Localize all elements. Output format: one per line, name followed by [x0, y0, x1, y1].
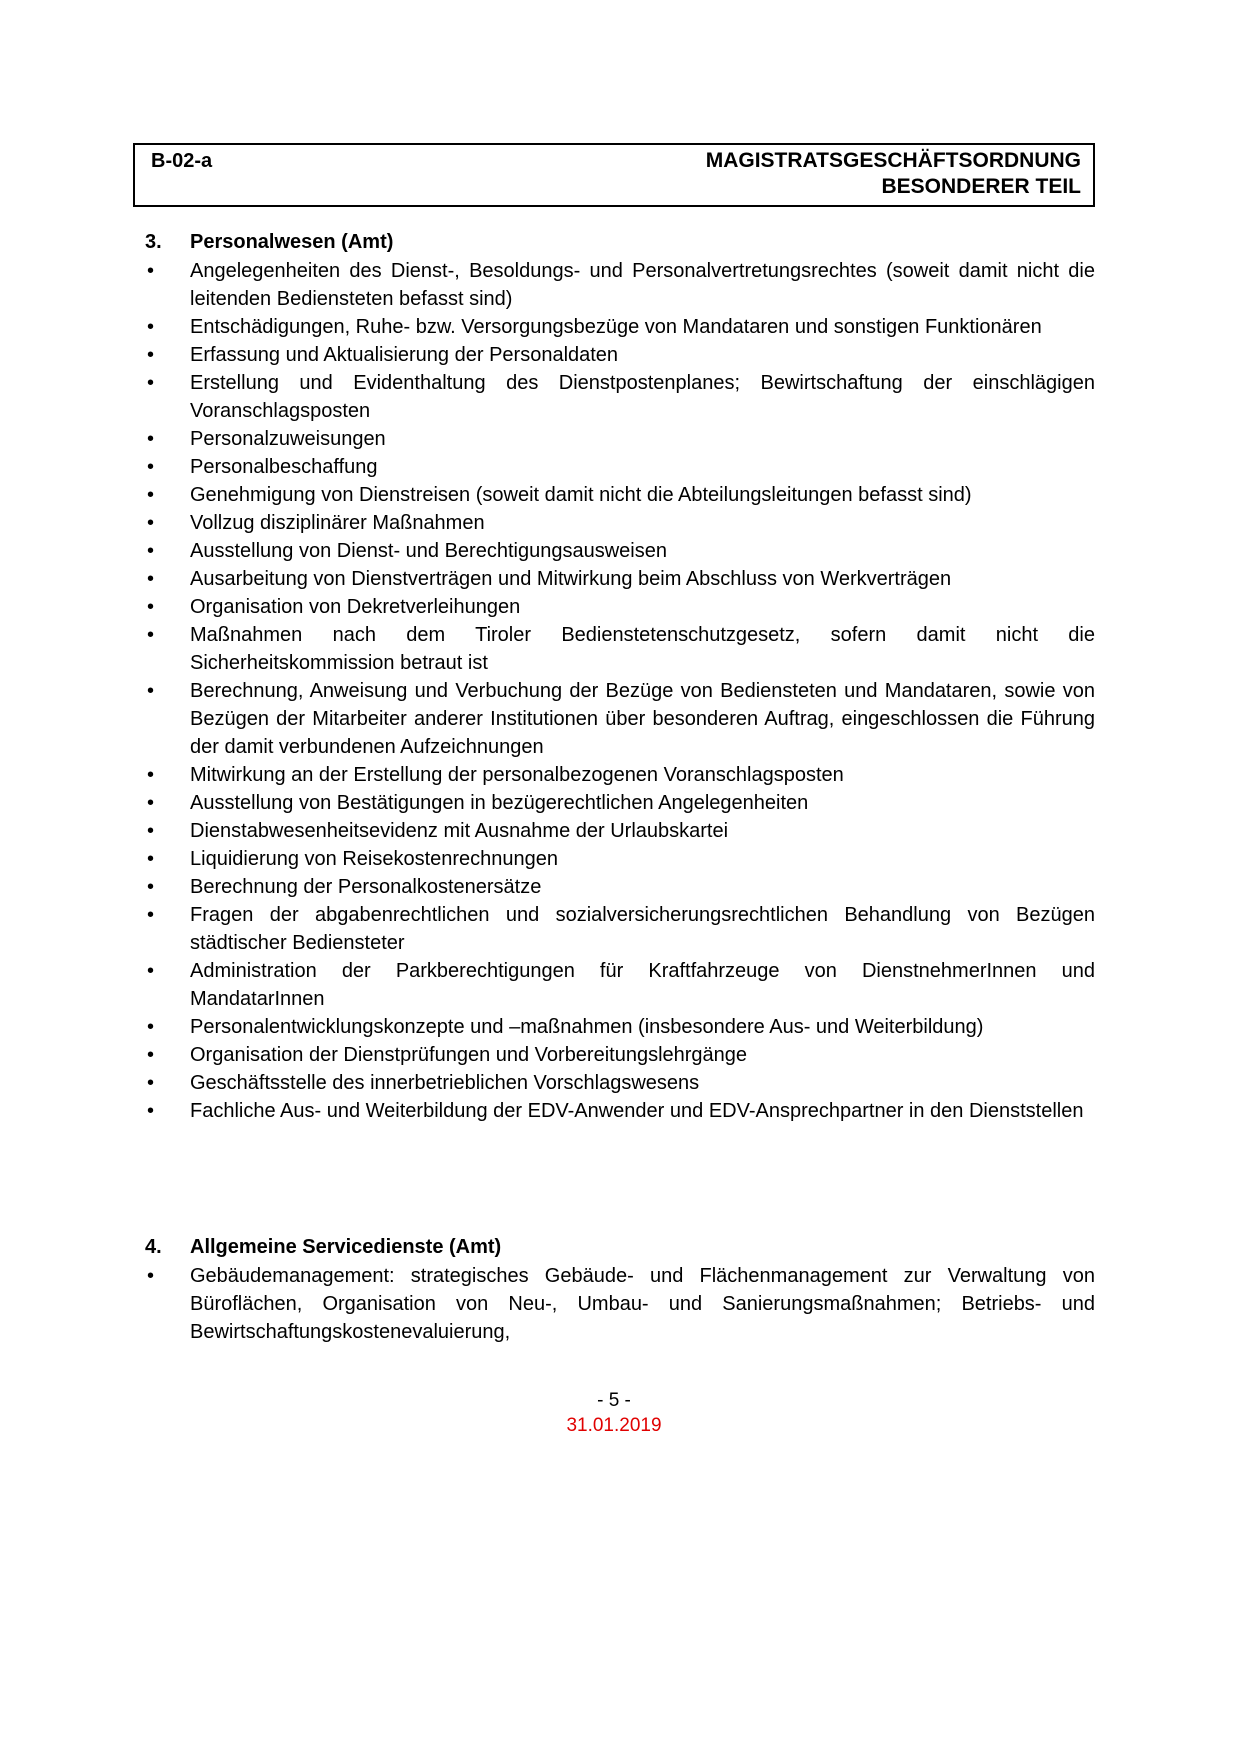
list-item [133, 761, 1095, 789]
bullet-icon: • [147, 512, 155, 534]
item-text: Organisation der Dienstprüfungen und Vorbereitungslehrgänge [190, 1044, 748, 1066]
section-allgemeine-servicedienste [133, 1233, 1095, 1346]
bullet-icon: • [147, 456, 155, 478]
list-item [133, 901, 1095, 957]
bullet-icon: • [147, 1016, 155, 1038]
item-text: Mitwirkung an der Erstellung der personalbezogenen Voranschlagsposten [190, 764, 844, 786]
item-text: Ausstellung von Bestätigungen in bezügerechtlichen Angelegenheiten [190, 792, 809, 814]
item-text: Berechnung der Personalkostenersätze [190, 876, 542, 898]
document-title-line1: MAGISTRATSGESCHÄFTSORDNUNG [705, 149, 1081, 172]
header-box [133, 143, 1095, 207]
item-text: Erstellung und Evidenthaltung des Dienstpostenplanes; Bewirtschaftung der einschlägigen Voranschlagsposten [190, 372, 1095, 422]
document-title-line2: BESONDERER TEIL [881, 175, 1081, 198]
list-item [133, 1262, 1095, 1346]
list-item [133, 425, 1095, 453]
item-text: Geschäftsstelle des innerbetrieblichen Vorschlagswesens [190, 1072, 700, 1094]
document-page [133, 143, 1095, 1438]
bullet-icon: • [147, 1100, 155, 1122]
bullet-icon: • [147, 540, 155, 562]
list-item [133, 817, 1095, 845]
bullet-icon: • [147, 568, 155, 590]
list-item [133, 481, 1095, 509]
section-title: Personalwesen (Amt) [190, 231, 394, 253]
item-text: Liquidierung von Reisekostenrechnungen [190, 848, 559, 870]
list-item [133, 313, 1095, 341]
page-date: 31.01.2019 [566, 1415, 662, 1436]
bullet-icon: • [147, 820, 155, 842]
list-item [133, 509, 1095, 537]
section-item-list [133, 257, 1095, 1125]
bullet-icon: • [147, 316, 155, 338]
list-item [133, 1041, 1095, 1069]
section-title: Allgemeine Servicedienste (Amt) [190, 1236, 502, 1258]
bullet-icon: • [147, 792, 155, 814]
item-text: Personalentwicklungskonzepte und –maßnahmen (insbesondere Aus- und Weiterbildung) [190, 1016, 984, 1038]
item-text: Erfassung und Aktualisierung der Personaldaten [190, 344, 619, 366]
bullet-icon: • [147, 596, 155, 618]
bullet-icon: • [147, 428, 155, 450]
document-code: B-02-a [151, 150, 213, 172]
bullet-icon: • [147, 764, 155, 786]
list-item [133, 593, 1095, 621]
page-number: - 5 - [597, 1390, 631, 1411]
list-item [133, 873, 1095, 901]
item-text: Fachliche Aus- und Weiterbildung der EDV-Anwender und EDV-Ansprechpartner in den Dienststellen [190, 1100, 1084, 1122]
item-text: Ausstellung von Dienst- und Berechtigungsausweisen [190, 540, 667, 562]
item-text: Vollzug disziplinärer Maßnahmen [190, 512, 485, 534]
section-item-list [133, 1262, 1095, 1346]
item-text: Dienstabwesenheitsevidenz mit Ausnahme der Urlaubskartei [190, 820, 729, 842]
bullet-icon: • [147, 1044, 155, 1066]
section-personalwesen [133, 228, 1095, 1125]
bullet-icon: • [147, 960, 155, 982]
bullet-icon: • [147, 1265, 155, 1287]
item-text: Ausarbeitung von Dienstverträgen und Mitwirkung beim Abschluss von Werkverträgen [190, 568, 952, 590]
item-text: Genehmigung von Dienstreisen (soweit damit nicht die Abteilungsleitungen befasst sind) [190, 484, 972, 506]
section-number: 4. [145, 1236, 162, 1258]
list-item [133, 1097, 1095, 1125]
bullet-icon: • [147, 260, 155, 282]
list-item [133, 257, 1095, 313]
item-text: Personalzuweisungen [190, 428, 386, 450]
list-item [133, 565, 1095, 593]
document-title [706, 148, 1081, 200]
bullet-icon: • [147, 876, 155, 898]
item-text: Entschädigungen, Ruhe- bzw. Versorgungsbezüge von Mandataren und sonstigen Funktionären [190, 316, 1042, 338]
list-item [133, 453, 1095, 481]
section-heading [133, 228, 1095, 256]
item-text: Personalbeschaffung [190, 456, 378, 478]
section-heading [133, 1233, 1095, 1261]
bullet-icon: • [147, 1072, 155, 1094]
list-item [133, 369, 1095, 425]
item-text: Berechnung, Anweisung und Verbuchung der Bezüge von Bediensteten und Mandataren, sowie von Bezügen der Mitarbeiter anderer Institutionen über besonderen Auftrag, eingeschlossen die Führung der damit verbundenen Aufzeichnungen [190, 680, 1095, 758]
item-text: Angelegenheiten des Dienst-, Besoldungs- und Personalvertretungsrechtes (soweit damit nicht die leitenden Bediensteten befasst sind) [190, 260, 1095, 310]
bullet-icon: • [147, 848, 155, 870]
list-item [133, 957, 1095, 1013]
bullet-icon: • [147, 372, 155, 394]
item-text: Organisation von Dekretverleihungen [190, 596, 521, 618]
list-item [133, 677, 1095, 761]
item-text: Maßnahmen nach dem Tiroler Bedienstetenschutzgesetz, sofern damit nicht die Sicherheitskommission betraut ist [190, 624, 1095, 674]
bullet-icon: • [147, 904, 155, 926]
bullet-icon: • [147, 680, 155, 702]
list-item [133, 621, 1095, 677]
list-item [133, 537, 1095, 565]
bullet-icon: • [147, 624, 155, 646]
item-text: Administration der Parkberechtigungen für Kraftfahrzeuge von DienstnehmerInnen und MandatarInnen [190, 960, 1095, 1010]
bullet-icon: • [147, 484, 155, 506]
list-item [133, 1013, 1095, 1041]
bullet-icon: • [147, 344, 155, 366]
list-item [133, 341, 1095, 369]
item-text: Gebäudemanagement: strategisches Gebäude- und Flächenmanagement zur Verwaltung von Büroflächen, Organisation von Neu-, Umbau- und Sanierungsmaßnahmen; Betriebs- und Bewirtschaftungskostenevaluierung, [190, 1265, 1095, 1343]
item-text: Fragen der abgabenrechtlichen und sozialversicherungsrechtlichen Behandlung von Bezügen städtischer Bediensteter [190, 904, 1095, 954]
section-number: 3. [145, 231, 162, 253]
page-footer [133, 1388, 1095, 1438]
list-item [133, 789, 1095, 817]
list-item [133, 845, 1095, 873]
list-item [133, 1069, 1095, 1097]
